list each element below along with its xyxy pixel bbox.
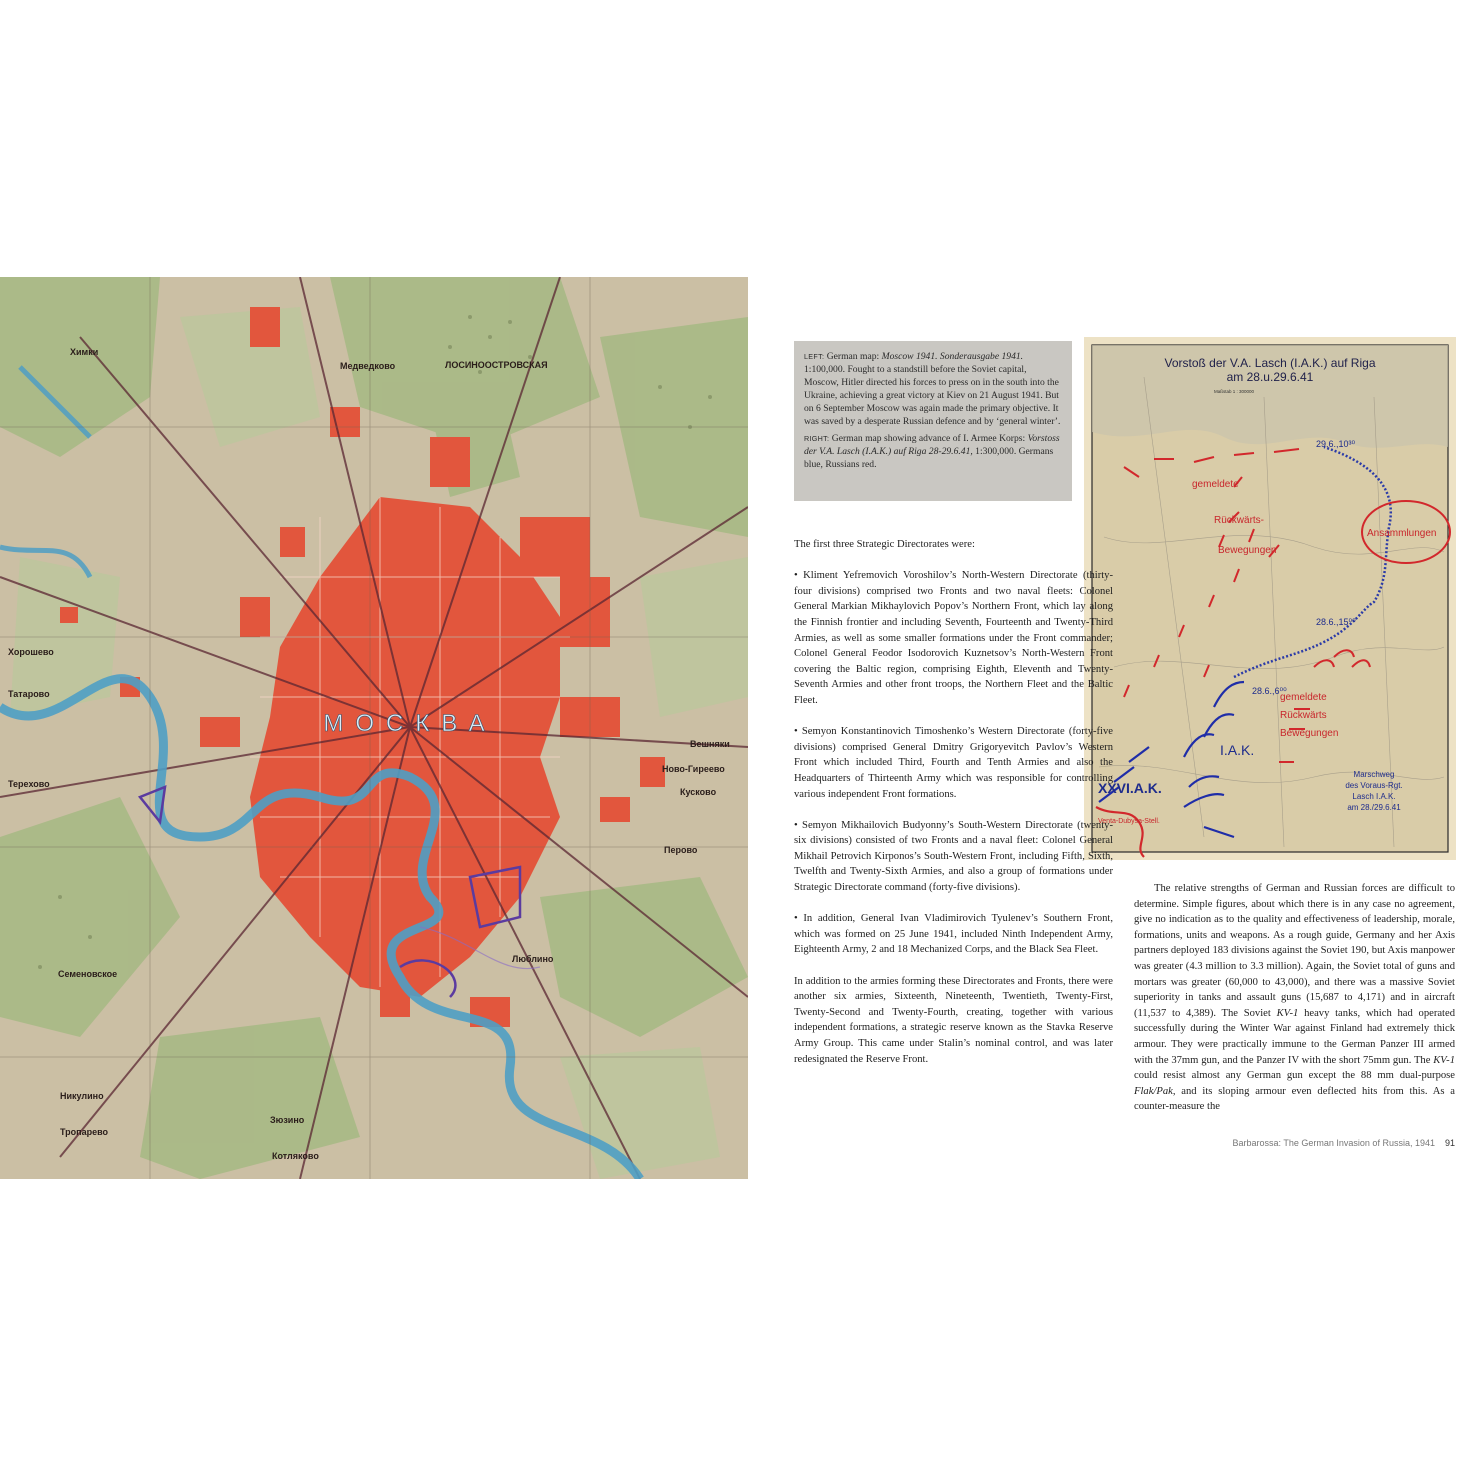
riga-label: gemeldete — [1280, 692, 1327, 703]
text-run: The relative strengths of German and Russian forces are difficult to determine. Simple figures, about which there is in any case no agreement, give no indication as to the quality and effectiveness of leadership, morale, formations, units and weapons. As a rough guide, Germany and her Axis partners deployed 183 divisions against the Soviet 190, but Axis manpower was greater (4.3 million to 3.3 million). Again, the Soviet total of guns and mortars was greater (60,000 to 43,000), and there was a massive Soviet superiority in tanks and assault guns (15,687 to 4,171) and in aircraft (11,537 to 4,389). The Soviet — [1134, 883, 1455, 1019]
riga-label: Bewegungen — [1280, 728, 1339, 739]
caption-left-text: 1:100,000. Fought to a standstill before the Soviet capital, Moscow, Hitler directed his forces to press on in the south into the Ukraine, achieving a great victory at Kiev on 21 August 1941. But on 6 September Moscow was again made the primary objective. It was saved by a desperate Russian defence and by ‘general winter’. — [804, 364, 1061, 428]
body-paragraph: • In addition, General Ivan Vladimirovich Tyulenev’s Southern Front, which was formed on 25 June 1941, included Ninth Independent Army, Eighteenth Army, 2 and 18 Mechanized Corps, and the Black Sea Fleet. — [794, 913, 1113, 956]
riga-map-image — [1084, 337, 1456, 860]
riga-map-graphic — [1084, 337, 1456, 860]
caption-left-tag: LEFT: — [804, 352, 825, 361]
body-paragraph: • Semyon Mikhailovich Budyonny’s South-Western Directorate (twenty-six divisions) consisted of two Fronts and a naval fleet: Colonel General Mikhail Petrovich Kirponos’s South-Western Front, including Fifth, Sixth, Twelfth and Twenty-Sixth Armies, and also a group of formations under Strategic Directorate command (forty-five divisions). — [794, 819, 1113, 894]
riga-label: Marschweg — [1353, 770, 1395, 779]
riga-label: 28.6.,6⁰⁰ — [1252, 686, 1287, 696]
place-label: Перово — [664, 845, 698, 855]
body-paragraph — [1134, 881, 1455, 1115]
riga-label: I.A.K. — [1220, 742, 1255, 758]
body-paragraph: • Kliment Yefremovich Voroshilov’s North-Western Directorate (thirty-four divisions) comprised two Fronts and two naval fleets: Colonel General Markian Mikhaylovich Popov’s Northern Front, which lay along the Finnish frontier and including Seventh, Fourteenth and Twenty-Third Armies, as well as some smaller formations under the Front commander; Colonel General Feodor Isodorovich Kuznetsov’s North-Western Front covering the Baltic region, comprising Eighth, Eleventh and Twenty-Seventh Armies and other front troops, the Northern Fleet and the Baltic Fleet. — [794, 570, 1113, 706]
text-run: heavy tanks, which had operated successfully during the Winter War against Finland had extremely thick armour. They were practically immune to the German Panzer III armed with the 37mm gun, and the Panzer IV with the short 75mm gun. The — [1134, 1007, 1455, 1066]
tank-name: KV-1 — [1276, 1007, 1299, 1019]
place-label: Котляково — [272, 1151, 319, 1161]
moscow-city-label: МОСКВА — [323, 710, 497, 737]
riga-map-title-line2: am 28.u.29.6.41 — [1226, 370, 1314, 384]
riga-label: Lasch I.A.K. — [1352, 792, 1396, 801]
place-label: Медведково — [340, 361, 396, 371]
riga-label: 28.6.,15⁰⁰ — [1316, 617, 1356, 627]
body-paragraph: • Semyon Konstantinovich Timoshenko’s Western Directorate (forty-five divisions) comprised General Dmitry Grigoryevitch Pavlov’s Western Front which included Third, Fourth and Tenth Armies and also the Headquarters of Thirteenth Army which was responsible for controlling various independent Front formations. — [794, 726, 1113, 800]
riga-map-title-line1: Vorstoß der V.A. Lasch (I.A.K.) auf Riga — [1164, 356, 1376, 370]
place-label: Ново-Гиреево — [662, 764, 725, 774]
caption-right-title: Vorstoss der V.A. Lasch (I.A.K.) auf Riga 28-29.6.41, — [804, 432, 1060, 457]
caption-left-title: Moscow 1941. Sonderausgabe 1941. — [881, 351, 1024, 362]
running-title: Barbarossa: The German Invasion of Russia, 1941 — [1232, 1138, 1435, 1148]
text-run: could resist almost any German gun except the 88 mm dual-purpose — [1134, 1070, 1455, 1082]
body-paragraph: In addition to the armies forming these Directorates and Fronts, there were another six armies, Sixteenth, Nineteenth, Twentieth, Twenty-First, Twenty-Second and Twenty-Fourth, creating, together with various independent formations, a strategic reserve known as the Stavka Reserve Army Group. This came under Stalin’s nominal control, and was later redesignated the Reserve Front. — [794, 975, 1113, 1065]
riga-label: gemeldete — [1192, 479, 1239, 490]
text-run: , and its sloping armour even deflected hits from this. As a counter-measure the — [1134, 1085, 1455, 1113]
riga-label: 29.6.,10³⁰ — [1316, 439, 1356, 449]
body-column-left — [794, 537, 1113, 1083]
place-label: ЛОСИНООСТРОВСКАЯ — [445, 360, 548, 370]
body-column-right — [1134, 881, 1455, 1115]
place-label: Тропарево — [60, 1127, 109, 1137]
gun-name: Flak/Pak — [1134, 1085, 1173, 1097]
place-label: Семеновское — [58, 969, 118, 979]
caption-right-tag: RIGHT: — [804, 433, 830, 443]
caption-left — [804, 350, 1062, 429]
riga-label: Venta-Dubysa-Stell. — [1098, 818, 1160, 825]
place-label: Хорошево — [8, 647, 54, 657]
riga-label: Rückwärts- — [1214, 515, 1265, 526]
page-footer — [1100, 1138, 1455, 1148]
place-label: Татарово — [8, 689, 50, 699]
caption-left-prefix: German map: — [826, 351, 882, 362]
caption-right-prefix: German map showing advance of I. Armee Korps: — [831, 432, 1028, 444]
riga-label: des Voraus-Rgt. — [1345, 781, 1403, 790]
caption-right — [804, 432, 1062, 471]
place-label: Химки — [70, 347, 99, 357]
page-number: 91 — [1444, 1138, 1455, 1148]
riga-label: Ansammlungen — [1367, 528, 1437, 539]
caption-right-text: 1:300,000. Germans blue, Russians red. — [804, 445, 1054, 470]
place-label: Люблино — [512, 954, 554, 964]
tank-name: KV-1 — [1433, 1054, 1455, 1066]
figure-caption — [794, 341, 1072, 501]
riga-label: am 28./29.6.41 — [1347, 803, 1401, 812]
place-label: Терехово — [8, 779, 50, 789]
place-label: Никулино — [60, 1091, 104, 1101]
place-label: Зюзино — [270, 1115, 305, 1125]
body-paragraph: The first three Strategic Directorates were: — [794, 539, 975, 550]
riga-label: Bewegungen — [1218, 545, 1277, 556]
place-label: Кусково — [680, 787, 717, 797]
riga-label: Rückwärts — [1280, 710, 1327, 721]
moscow-map-graphic — [0, 277, 748, 1179]
riga-map-scale: Maßstab 1 : 300000 — [1214, 389, 1255, 394]
place-label: Вешняки — [690, 739, 730, 749]
riga-label: XXVI.A.K. — [1098, 780, 1162, 796]
moscow-map-image — [0, 277, 748, 1179]
